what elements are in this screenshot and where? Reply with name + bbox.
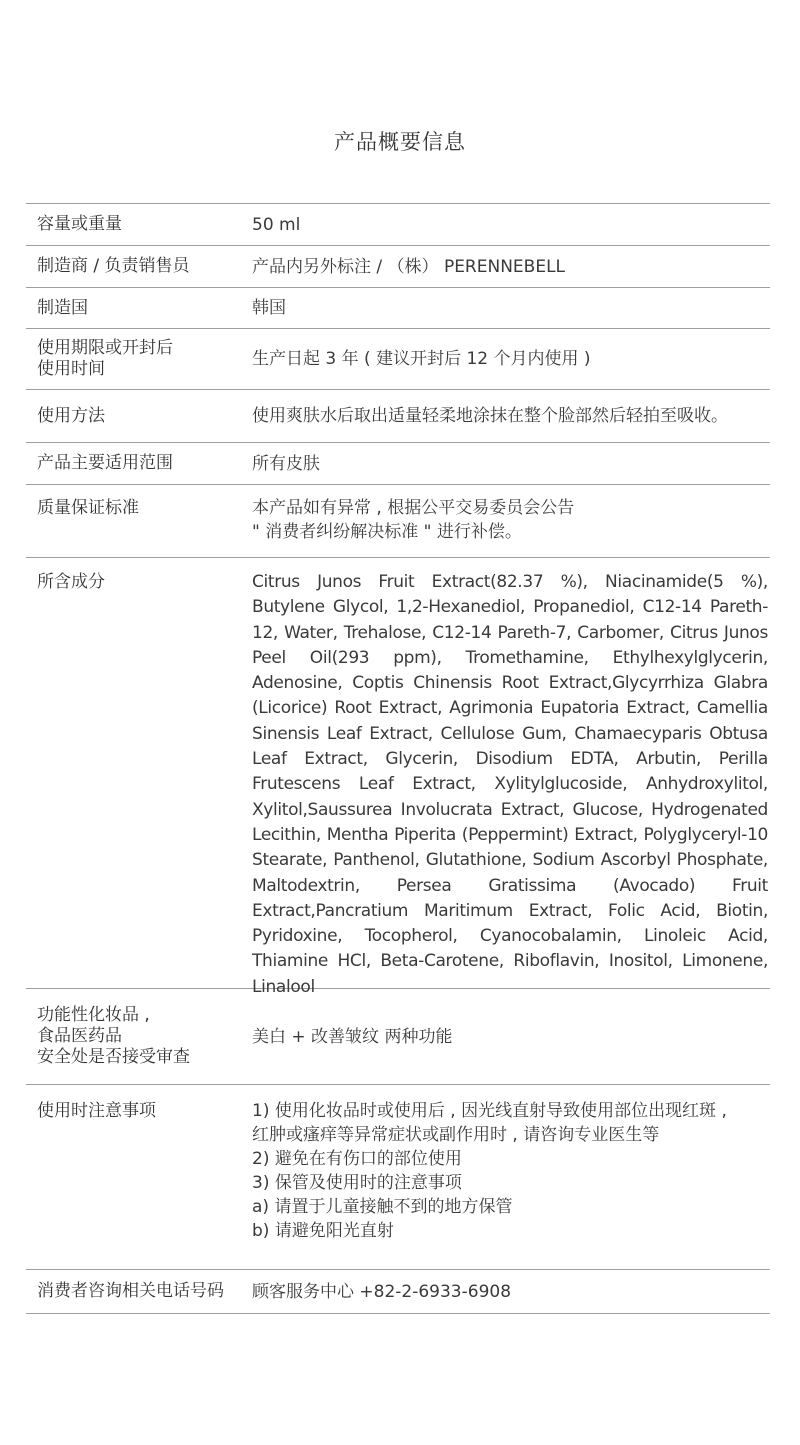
row-value: 50 ml — [252, 214, 301, 235]
product-info-table — [26, 203, 770, 1314]
row-value: 生产日起 3 年 ( 建议开封后 12 个月内使用 ) — [252, 349, 591, 369]
row-label: 所含成分 — [37, 572, 105, 592]
table-row-shelf-life — [26, 329, 770, 390]
row-value: 使用爽肤水后取出适量轻柔地涂抹在整个脸部然后轻拍至吸收。 — [252, 406, 728, 426]
row-label: 使用方法 — [37, 405, 105, 426]
row-label: 质量保证标准 — [37, 498, 139, 518]
row-value: 韩国 — [252, 298, 286, 318]
row-label: 消费者咨询相关电话号码 — [37, 1281, 224, 1301]
row-label: 容量或重量 — [37, 214, 122, 234]
row-label: 制造商 / 负责销售员 — [37, 256, 190, 276]
row-value: 所有皮肤 — [252, 453, 320, 474]
page-title: 产品概要信息 — [334, 130, 466, 154]
ingredients-list: Citrus Junos Fruit Extract(82.37 %), Niacinamide(5 %), Butylene Glycol, 1,2-Hexanediol, Propanediol, C12-14 Pareth-12, Water, Trehalose, C12-14 Pareth-7, Carbomer, Citrus Junos Peel Oil(293 ppm), Tromethamine, Ethylhexylglycerin, Adenosine, Coptis Chinensis Root Extract,Glycyrrhiza Glabra (Licorice) Root Extract, Agrimonia Eupatoria Extract, Camellia Sinensis Leaf Extract, Cellulose Gum, Chamaecyparis Obtusa Leaf Extract, Glycerin, Disodium EDTA, Arbutin, Perilla Frutescens Leaf Extract, Xylitylglucoside, Anhydroxylitol, Xylitol,Saussurea Involucrata Extract, Glucose, Hydrogenated Lecithin, Mentha Piperita (Peppermint) Extract, Polyglyceryl-10 Stearate, Panthenol, Glutathione, Sodium Ascorbyl Phosphate, Maltodextrin, Persea Gratissima (Avocado) Fruit Extract,Pancratium Maritimum Extract, Folic Acid, Biotin, Pyridoxine, Tocopherol, Cyanocobalamin, Linoleic Acid, Thiamine HCl, Beta-Carotene, Riboflavin, Inositol, Limonene, Linalool — [252, 572, 768, 997]
row-value: 顾客服务中心 +82-2-6933-6908 — [252, 1281, 512, 1302]
row-label: 使用时注意事项 — [37, 1101, 156, 1121]
row-value: 本产品如有异常 , 根据公平交易委员会公告 " 消费者纠纷解决标准 " 进行补偿。 — [252, 498, 575, 542]
row-value: 产品内另外标注 / （株） PERENNEBELL — [252, 256, 566, 277]
table-row-usage — [26, 390, 770, 443]
table-row-quality-standard — [26, 485, 770, 558]
table-row-country — [26, 288, 770, 329]
table-row-ingredients — [26, 558, 770, 997]
row-label: 产品主要适用范围 — [37, 453, 173, 473]
table-row-capacity — [26, 204, 770, 246]
row-label: 制造国 — [37, 297, 88, 318]
row-label: 功能性化妆品 , 食品医药品 安全处是否接受审查 — [37, 1005, 190, 1067]
table-row-skin-type — [26, 443, 770, 485]
table-row-manufacturer — [26, 246, 770, 288]
table-row-functional-review — [26, 989, 770, 1085]
table-row-consumer-phone — [26, 1270, 770, 1314]
row-value: 美白 + 改善皱纹 两种功能 — [252, 1026, 453, 1047]
table-row-cautions — [26, 1085, 770, 1270]
cautions-list: 1) 使用化妆品时或使用后 , 因光线直射导致使用部位出现红斑 , 红肿或瘙痒等异常症状或副作用时 , 请咨询专业医生等 2) 避免在有伤口的部位使用 3) 保管及使用时的注意事项 a) 请置于儿童接触不到的地方保管 b) 请避免阳光直射 — [252, 1101, 727, 1241]
row-label: 使用期限或开封后 使用时间 — [37, 338, 173, 379]
